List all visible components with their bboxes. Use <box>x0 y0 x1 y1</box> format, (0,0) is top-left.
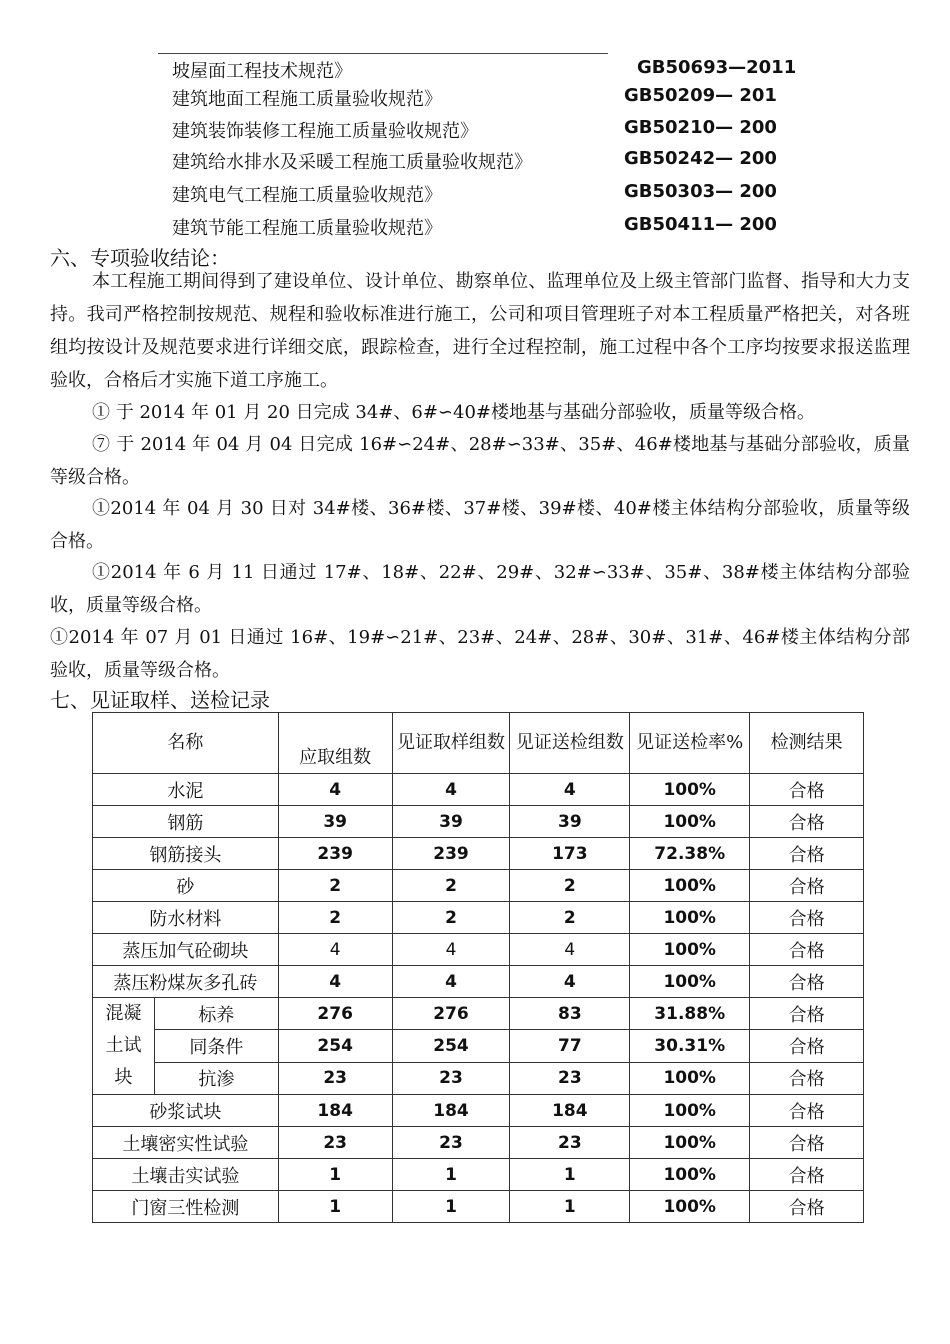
send-rate: 100% <box>630 934 750 966</box>
send-rate: 100% <box>630 806 750 838</box>
table-row <box>93 966 864 998</box>
table-row <box>93 1095 864 1127</box>
header-required: 应取组数 <box>278 713 392 774</box>
send-rate: 100% <box>630 1127 750 1159</box>
table-row <box>93 998 864 1030</box>
row-name: 砂浆试块 <box>93 1095 279 1127</box>
sent-count: 2 <box>510 902 630 934</box>
row-name: 抗渗 <box>154 1062 278 1094</box>
row-name: 同条件 <box>154 1030 278 1062</box>
section-7-heading: 七、见证取样、送检记录 <box>50 688 270 712</box>
header-sent: 见证送检组数 <box>510 713 630 774</box>
sent-count: 4 <box>510 966 630 998</box>
table-row <box>93 934 864 966</box>
row-name: 蒸压加气砼砌块 <box>93 934 279 966</box>
row-name: 门窗三性检测 <box>93 1191 279 1223</box>
test-result: 合格 <box>750 934 864 966</box>
test-result: 合格 <box>750 838 864 870</box>
sampled-count: 276 <box>392 998 510 1030</box>
test-result: 合格 <box>750 1062 864 1094</box>
sent-count: 4 <box>510 934 630 966</box>
required-count: 4 <box>278 966 392 998</box>
required-count: 23 <box>278 1127 392 1159</box>
table-row <box>93 902 864 934</box>
sampled-count: 23 <box>392 1062 510 1094</box>
required-count: 4 <box>278 934 392 966</box>
standard-row <box>0 181 950 213</box>
row-name: 土壤密实性试验 <box>93 1127 279 1159</box>
sent-count: 184 <box>510 1095 630 1127</box>
sampled-count: 4 <box>392 966 510 998</box>
send-rate: 100% <box>630 870 750 902</box>
top-rule <box>158 53 608 54</box>
required-count: 1 <box>278 1191 392 1223</box>
standard-row <box>0 117 950 149</box>
section-6-heading: 六、专项验收结论： <box>50 246 230 270</box>
test-result: 合格 <box>750 902 864 934</box>
row-name: 水泥 <box>93 774 279 806</box>
sent-count: 77 <box>510 1030 630 1062</box>
sent-count: 23 <box>510 1127 630 1159</box>
send-rate: 31.88% <box>630 998 750 1030</box>
table-header-row <box>93 713 864 774</box>
required-count: 39 <box>278 806 392 838</box>
sampled-count: 254 <box>392 1030 510 1062</box>
required-count: 2 <box>278 902 392 934</box>
standard-name: 坡屋面工程技术规范》 <box>172 61 352 82</box>
standard-name: 建筑节能工程施工质量验收规范》 <box>172 218 442 239</box>
test-result: 合格 <box>750 1127 864 1159</box>
test-result: 合格 <box>750 806 864 838</box>
sampled-count: 239 <box>392 838 510 870</box>
row-name: 蒸压粉煤灰多孔砖 <box>93 966 279 998</box>
acceptance-item: ⑦ 于 2014 年 04 月 04 日完成 16#∽24#、28#∽33#、35#、46#楼地基与基础分部验收，质量等级合格。 <box>50 434 910 488</box>
sampled-count: 4 <box>392 934 510 966</box>
standard-name: 建筑装饰装修工程施工质量验收规范》 <box>172 121 478 142</box>
send-rate: 100% <box>630 1191 750 1223</box>
standard-code: GB50693—2011 <box>637 57 797 78</box>
standard-code: GB50303— 200 <box>624 181 777 202</box>
header-result: 检测结果 <box>750 713 864 774</box>
sampled-count: 184 <box>392 1095 510 1127</box>
send-rate: 100% <box>630 1062 750 1094</box>
row-name: 钢筋 <box>93 806 279 838</box>
acceptance-item: ①2014 年 6 月 11 日通过 17#、18#、22#、29#、32#∽33#、35#、38#楼主体结构分部验收，质量等级合格。 <box>50 562 910 616</box>
header-rate: 见证送检率% <box>630 713 750 774</box>
acceptance-item: ① 于 2014 年 01 月 20 日完成 34#、6#∽40#楼地基与基础分部验收，质量等级合格。 <box>92 402 815 423</box>
sent-count: 39 <box>510 806 630 838</box>
witness-sampling-table <box>92 712 864 1223</box>
required-count: 4 <box>278 774 392 806</box>
test-result: 合格 <box>750 774 864 806</box>
standard-code: GB50411— 200 <box>624 214 777 235</box>
table-row <box>93 774 864 806</box>
sampled-count: 4 <box>392 774 510 806</box>
standard-row <box>0 148 950 180</box>
concrete-group-label: 混凝土试块 <box>93 998 155 1095</box>
test-result: 合格 <box>750 1030 864 1062</box>
sent-count: 1 <box>510 1159 630 1191</box>
send-rate: 100% <box>630 1159 750 1191</box>
send-rate: 100% <box>630 902 750 934</box>
send-rate: 100% <box>630 774 750 806</box>
sent-count: 1 <box>510 1191 630 1223</box>
test-result: 合格 <box>750 870 864 902</box>
standard-row <box>0 85 950 117</box>
sent-count: 173 <box>510 838 630 870</box>
standard-name: 建筑给水排水及采暖工程施工质量验收规范》 <box>172 152 532 173</box>
standard-code: GB50242— 200 <box>624 148 777 169</box>
required-count: 1 <box>278 1159 392 1191</box>
row-name: 土壤击实试验 <box>93 1159 279 1191</box>
sampled-count: 1 <box>392 1191 510 1223</box>
test-result: 合格 <box>750 1191 864 1223</box>
header-sampled: 见证取样组数 <box>392 713 510 774</box>
table-row <box>93 1159 864 1191</box>
required-count: 254 <box>278 1030 392 1062</box>
send-rate: 100% <box>630 1095 750 1127</box>
send-rate: 30.31% <box>630 1030 750 1062</box>
table-row <box>93 1030 864 1062</box>
sent-count: 23 <box>510 1062 630 1094</box>
standard-name: 建筑地面工程施工质量验收规范》 <box>172 89 442 110</box>
sampled-count: 1 <box>392 1159 510 1191</box>
sampled-count: 2 <box>392 902 510 934</box>
standard-code: GB50210— 200 <box>624 117 777 138</box>
required-count: 23 <box>278 1062 392 1094</box>
send-rate: 100% <box>630 966 750 998</box>
acceptance-item: ①2014 年 07 月 01 日通过 16#、19#∽21#、23#、24#、28#、30#、31#、46#楼主体结构分部验收，质量等级合格。 <box>50 627 910 681</box>
row-name: 砂 <box>93 870 279 902</box>
sent-count: 4 <box>510 774 630 806</box>
standard-code: GB50209— 201 <box>624 85 777 106</box>
table-row <box>93 1191 864 1223</box>
test-result: 合格 <box>750 1095 864 1127</box>
table-row <box>93 1127 864 1159</box>
standard-name: 建筑电气工程施工质量验收规范》 <box>172 185 442 206</box>
test-result: 合格 <box>750 1159 864 1191</box>
required-count: 184 <box>278 1095 392 1127</box>
sent-count: 2 <box>510 870 630 902</box>
required-count: 276 <box>278 998 392 1030</box>
row-name: 钢筋接头 <box>93 838 279 870</box>
table-row <box>93 870 864 902</box>
table-row <box>93 838 864 870</box>
sent-count: 83 <box>510 998 630 1030</box>
row-name: 防水材料 <box>93 902 279 934</box>
table-row <box>93 806 864 838</box>
required-count: 239 <box>278 838 392 870</box>
test-result: 合格 <box>750 966 864 998</box>
test-result: 合格 <box>750 998 864 1030</box>
sampled-count: 39 <box>392 806 510 838</box>
acceptance-item: ①2014 年 04 月 30 日对 34#楼、36#楼、37#楼、39#楼、40#楼主体结构分部验收，质量等级合格。 <box>50 498 910 552</box>
table-row <box>93 1062 864 1094</box>
header-name: 名称 <box>93 713 279 774</box>
required-count: 2 <box>278 870 392 902</box>
send-rate: 72.38% <box>630 838 750 870</box>
sampled-count: 23 <box>392 1127 510 1159</box>
sampled-count: 2 <box>392 870 510 902</box>
section-6-intro: 本工程施工期间得到了建设单位、设计单位、勘察单位、监理单位及上级主管部门监督、指导和大力支持。我司严格控制按规范、规程和验收标准进行施工，公司和项目管理班子对本工程质量严格把关，对各班组均按设计及规范要求进行详细交底，跟踪检查，进行全过程控制，施工过程中各个工序均按要求报送监理验收，合格后才实施下道工序施工。 <box>50 271 910 391</box>
row-name: 标养 <box>154 998 278 1030</box>
